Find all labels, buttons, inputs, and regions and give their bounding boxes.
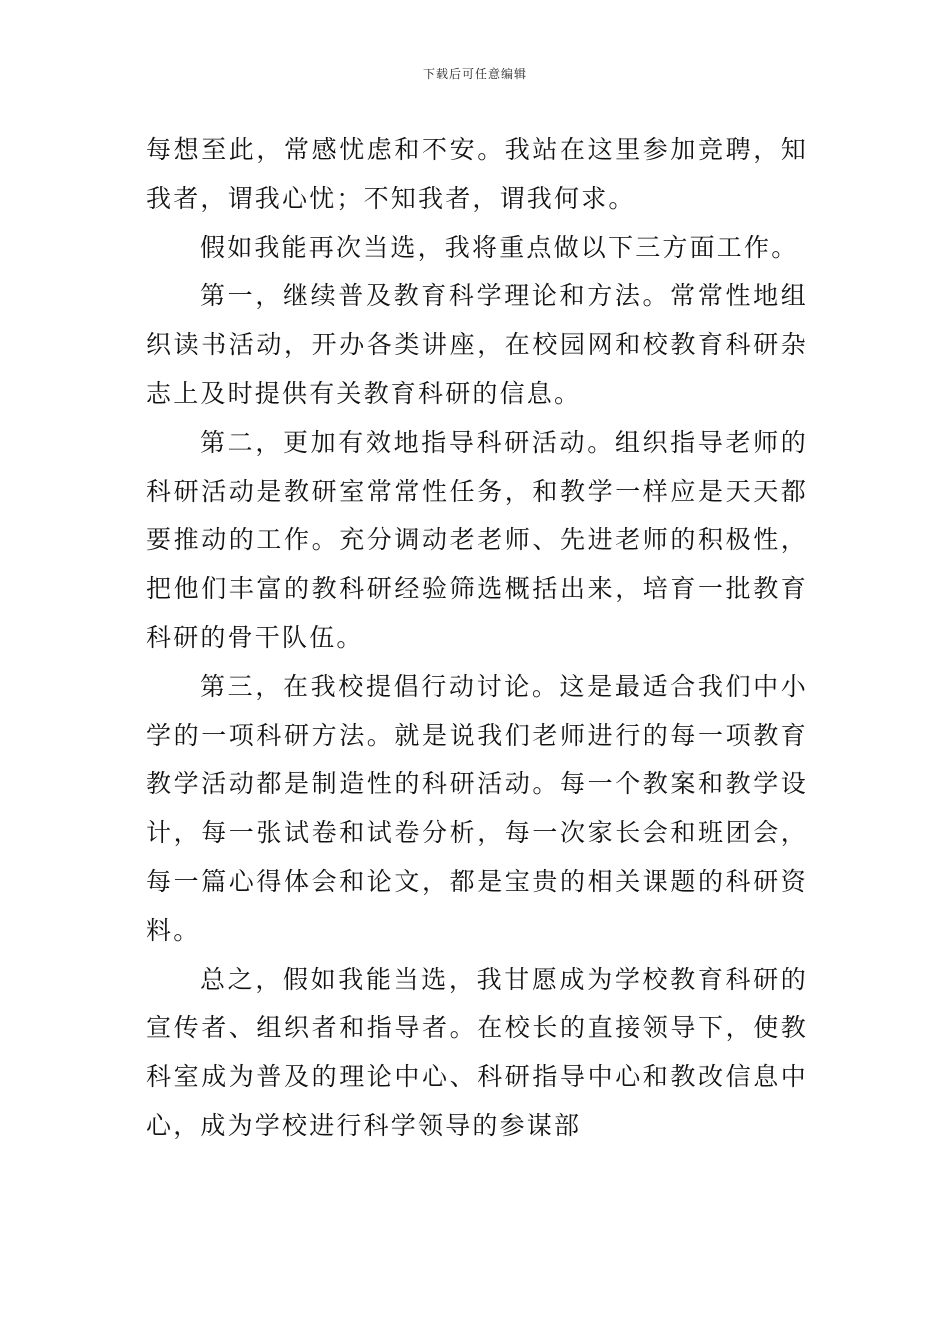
paragraph-2: 假如我能再次当选，我将重点做以下三方面工作。 [200, 232, 799, 262]
paragraph-1: 每想至此，常感忧虑和不安。我站在这里参加竞聘，知我者，谓我心忧；不知我者，谓我何求。 [146, 135, 808, 213]
paragraph-3: 第一，继续普及教育科学理论和方法。常常性地组织读书活动，开办各类讲座，在校园网和校教育科研杂志上及时提供有关教育科研的信息。 [146, 281, 808, 408]
paragraph-6: 总之，假如我能当选，我甘愿成为学校教育科研的宣传者、组织者和指导者。在校长的直接领导下，使教科室成为普及的理论中心、科研指导中心和教改信息中心，成为学校进行科学领导的参谋部 [146, 964, 808, 1140]
page-header: 下载后可任意编辑 [422, 67, 527, 81]
document-body [146, 126, 808, 1151]
paragraph-4: 第二，更加有效地指导科研活动。组织指导老师的科研活动是教研室常常性任务，和教学一样应是天天都要推动的工作。充分调动老老师、先进老师的积极性，把他们丰富的教科研经验筛选概括出来，培育一批教育科研的骨干队伍。 [146, 427, 808, 652]
paragraph-5: 第三，在我校提倡行动讨论。这是最适合我们中小学的一项科研方法。就是说我们老师进行的每一项教育教学活动都是制造性的科研活动。每一个教案和教学设计，每一张试卷和试卷分析，每一次家长会和班团会，每一篇心得体会和论文，都是宝贵的相关课题的科研资料。 [146, 671, 808, 945]
